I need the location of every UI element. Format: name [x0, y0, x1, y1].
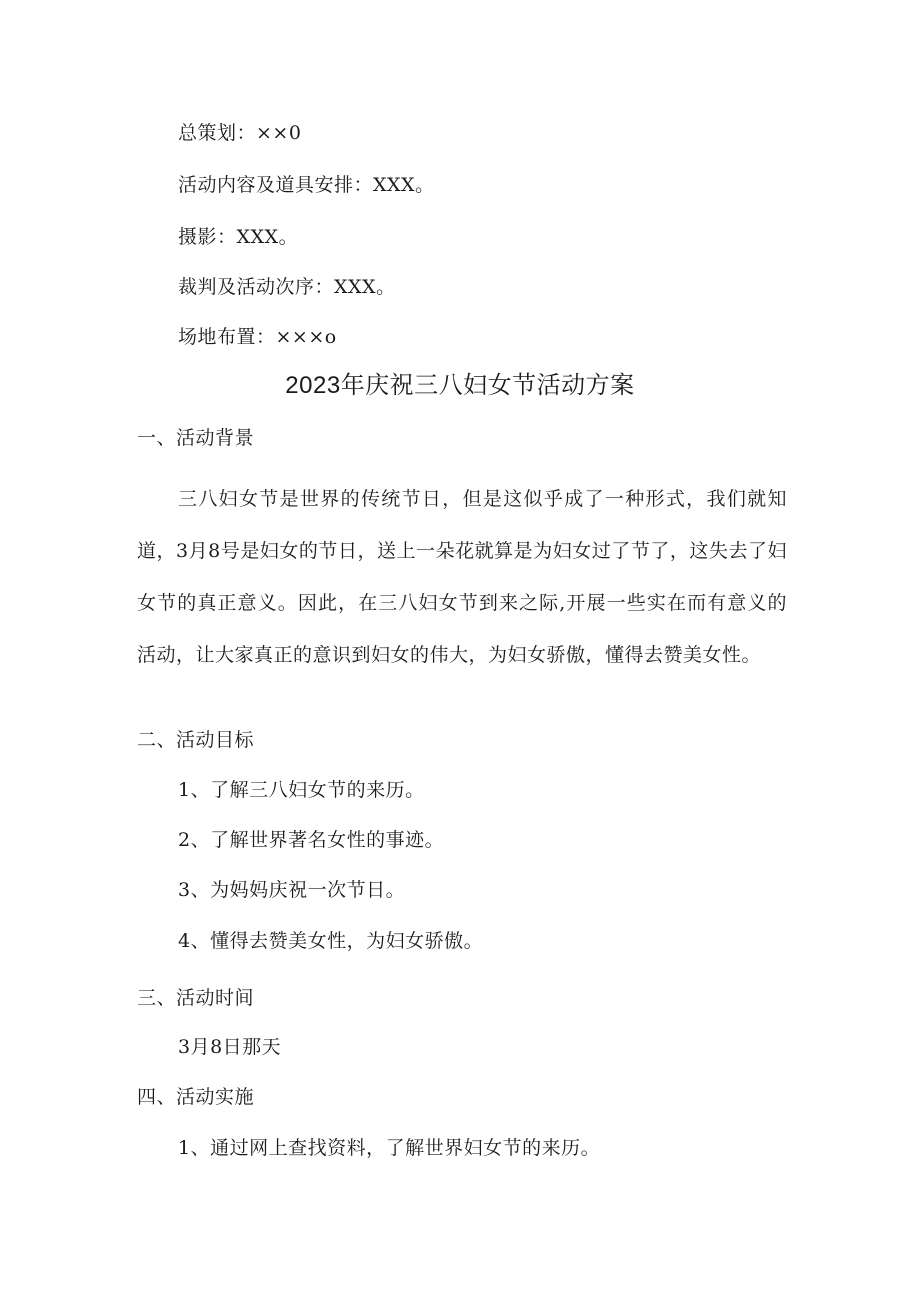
staff-line-venue: 场地布置：×××o [178, 326, 337, 348]
goal-item: 3、为妈妈庆祝一次节日。 [178, 879, 406, 901]
goal-item: 2、了解世界著名女性的事迹。 [178, 829, 445, 851]
goal-item: 1、了解三八妇女节的来历。 [178, 779, 425, 801]
document-title: 2023年庆祝三八妇女节活动方案 [285, 372, 635, 399]
implementation-item: 1、通过网上查找资料，了解世界妇女节的来历。 [178, 1137, 601, 1159]
section-heading-time: 三、活动时间 [137, 987, 255, 1009]
background-paragraph: 三八妇女节是世界的传统节日，但是这似乎成了一种形式，我们就知道，3月8号是妇女的节日，送上一朵花就算是为妇女过了节了，这失去了妇女节的真正意义。因此，在三八妇女节到来之际,开展一些实在而有意义的活动，让大家真正的意识到妇女的伟大，为妇女骄傲，懂得去赞美女性。 [137, 488, 787, 666]
staff-line-content-props: 活动内容及道具安排：XXX。 [178, 174, 435, 196]
staff-line-referee: 裁判及活动次序：XXX。 [178, 276, 396, 298]
staff-line-photography: 摄影：XXX。 [178, 226, 299, 248]
section-heading-goals: 二、活动目标 [137, 729, 255, 751]
staff-line-planner: 总策划：××0 [178, 122, 302, 144]
section-heading-implementation: 四、活动实施 [137, 1086, 255, 1108]
section-heading-background: 一、活动背景 [137, 427, 255, 449]
activity-time-value: 3月8日那天 [178, 1036, 282, 1058]
goal-item: 4、懂得去赞美女性，为妇女骄傲。 [178, 930, 484, 952]
